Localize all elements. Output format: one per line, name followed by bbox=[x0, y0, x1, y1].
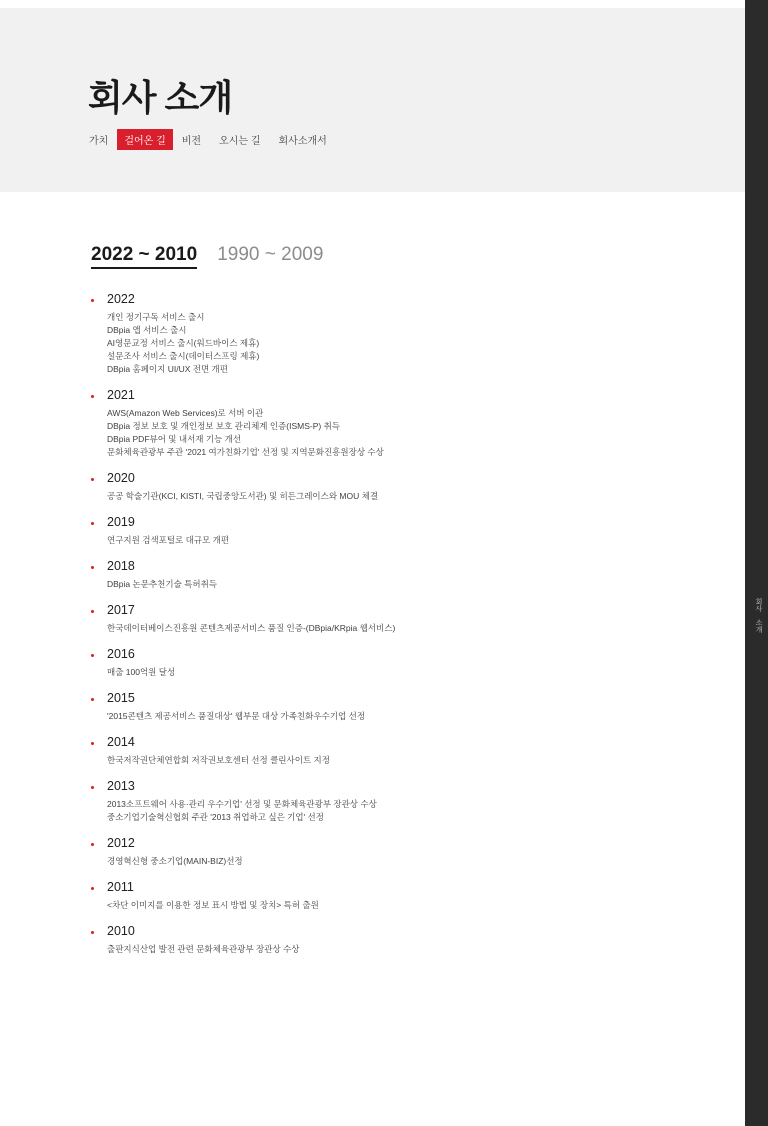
timeline-item bbox=[91, 647, 651, 679]
timeline-item bbox=[91, 836, 651, 868]
bullet-icon bbox=[91, 478, 94, 481]
timeline-event-line: DBpia PDF뷰어 및 내서재 기능 개선 bbox=[107, 434, 242, 444]
timeline-year: 2018 bbox=[107, 559, 135, 573]
timeline-events bbox=[107, 710, 651, 723]
timeline-event-line: DBpia 논문추천기술 특허취득 bbox=[107, 579, 217, 589]
timeline-item bbox=[91, 388, 651, 459]
timeline-events bbox=[107, 534, 651, 547]
timeline-year: 2010 bbox=[107, 924, 135, 938]
bullet-icon bbox=[91, 742, 94, 745]
timeline-year: 2015 bbox=[107, 691, 135, 705]
timeline-event-line: 출판지식산업 발전 관련 문화체육관광부 장관상 수상 bbox=[107, 944, 300, 954]
bullet-icon bbox=[91, 698, 94, 701]
timeline-year: 2011 bbox=[107, 880, 134, 894]
bullet-icon bbox=[91, 395, 94, 398]
right-rail-label: 회사 소개 bbox=[755, 598, 762, 633]
nav-item-history[interactable]: 걸어온 길 bbox=[117, 129, 172, 150]
bullet-icon bbox=[91, 786, 94, 789]
timeline-event-line: AWS(Amazon Web Services)로 서버 이관 bbox=[107, 408, 264, 418]
timeline-item bbox=[91, 559, 651, 591]
page-title: 회사 소개 bbox=[88, 77, 233, 118]
timeline-item bbox=[91, 735, 651, 767]
timeline-events bbox=[107, 578, 651, 591]
timeline-event-line: <차단 이미지를 이용한 정보 표시 방법 및 장치> 특허 출원 bbox=[107, 900, 319, 910]
timeline-events bbox=[107, 666, 651, 679]
right-side-rail bbox=[745, 0, 768, 1126]
timeline-item bbox=[91, 779, 651, 824]
bullet-icon bbox=[91, 610, 94, 613]
timeline-item bbox=[91, 515, 651, 547]
timeline-event-line: '2015콘텐츠 제공서비스 품질대상' 웹부문 대상 가족친화우수기업 선정 bbox=[107, 711, 366, 721]
timeline-events bbox=[107, 490, 651, 503]
bullet-icon bbox=[91, 522, 94, 525]
timeline-year: 2014 bbox=[107, 735, 135, 749]
timeline-year: 2019 bbox=[107, 515, 135, 529]
timeline-year: 2013 bbox=[107, 779, 135, 793]
history-timeline bbox=[91, 292, 651, 968]
timeline-event-line: 개인 정기구독 서비스 출시 bbox=[107, 312, 205, 322]
timeline-event-line: DBpia 홈페이지 UI/UX 전면 개편 bbox=[107, 364, 228, 374]
bullet-icon bbox=[91, 843, 94, 846]
timeline-event-line: 매출 100억원 달성 bbox=[107, 667, 176, 677]
section-nav[interactable] bbox=[89, 129, 336, 150]
page-hero bbox=[0, 8, 745, 192]
timeline-event-line: DBpia 정보 보호 및 개인정보 보호 관리체계 인증(ISMS-P) 취득 bbox=[107, 421, 340, 431]
timeline-year: 2016 bbox=[107, 647, 135, 661]
nav-item-vision[interactable]: 비전 bbox=[181, 136, 202, 147]
timeline-event-line: 2013소프트웨어 사용·관리 우수기업' 선정 및 문화체육관광부 장관상 수상 bbox=[107, 799, 377, 809]
nav-item-directions[interactable]: 오시는 길 bbox=[219, 136, 261, 147]
tab-2022-2010[interactable]: 2022 ~ 2010 bbox=[91, 244, 197, 269]
timeline-events bbox=[107, 798, 651, 824]
nav-item-values[interactable]: 가치 bbox=[89, 136, 109, 147]
timeline-item bbox=[91, 471, 651, 503]
timeline-events bbox=[107, 899, 651, 912]
nav-item-brochure[interactable]: 회사소개서 bbox=[278, 136, 327, 147]
bullet-icon bbox=[91, 566, 94, 569]
timeline-item bbox=[91, 292, 651, 376]
timeline-event-line: 문화체육관광부 주관 '2021 여가친화기업' 선정 및 지역문화진흥원장상 수상 bbox=[107, 447, 384, 457]
bullet-icon bbox=[91, 299, 94, 302]
timeline-events bbox=[107, 754, 651, 767]
timeline-item bbox=[91, 880, 651, 912]
timeline-year: 2012 bbox=[107, 836, 135, 850]
timeline-item bbox=[91, 691, 651, 723]
timeline-year: 2022 bbox=[107, 292, 135, 306]
timeline-event-line: 중소기업기술혁신협회 주관 '2013 취업하고 싶은 기업' 선정 bbox=[107, 812, 324, 822]
timeline-event-line: 공공 학술기관(KCI, KISTI, 국립중앙도서관) 및 히든그레이스와 MOU 체결 bbox=[107, 491, 379, 501]
timeline-year: 2020 bbox=[107, 471, 135, 485]
timeline-event-line: 설문조사 서비스 출시(데이터스프링 제휴) bbox=[107, 351, 260, 361]
timeline-event-line: DBpia 앱 서비스 출시 bbox=[107, 325, 187, 335]
tab-1990-2009[interactable]: 1990 ~ 2009 bbox=[217, 244, 324, 265]
timeline-event-line: AI영문교정 서비스 출시(워드바이스 제휴) bbox=[107, 338, 260, 348]
timeline-events bbox=[107, 311, 651, 376]
content-area bbox=[0, 192, 745, 1126]
timeline-item bbox=[91, 924, 651, 956]
timeline-event-line: 연구지원 검색포털로 대규모 개편 bbox=[107, 535, 230, 545]
timeline-events bbox=[107, 943, 651, 956]
top-strip bbox=[0, 0, 745, 8]
timeline-event-line: 한국저작권단체연합회 저작권보호센터 선정 클린사이트 지정 bbox=[107, 755, 330, 765]
timeline-year: 2021 bbox=[107, 388, 135, 402]
timeline-events bbox=[107, 622, 651, 635]
timeline-year: 2017 bbox=[107, 603, 135, 617]
year-range-tabs[interactable] bbox=[91, 244, 323, 269]
timeline-event-line: 한국데이터베이스진흥원 콘텐츠제공서비스 품질 인증-(DBpia/KRpia 웹서비스) bbox=[107, 623, 396, 633]
bullet-icon bbox=[91, 654, 94, 657]
timeline-item bbox=[91, 603, 651, 635]
bullet-icon bbox=[91, 887, 94, 890]
timeline-event-line: 경영혁신형 중소기업(MAIN-BIZ)선정 bbox=[107, 856, 243, 866]
timeline-events bbox=[107, 855, 651, 868]
timeline-events bbox=[107, 407, 651, 459]
bullet-icon bbox=[91, 931, 94, 934]
